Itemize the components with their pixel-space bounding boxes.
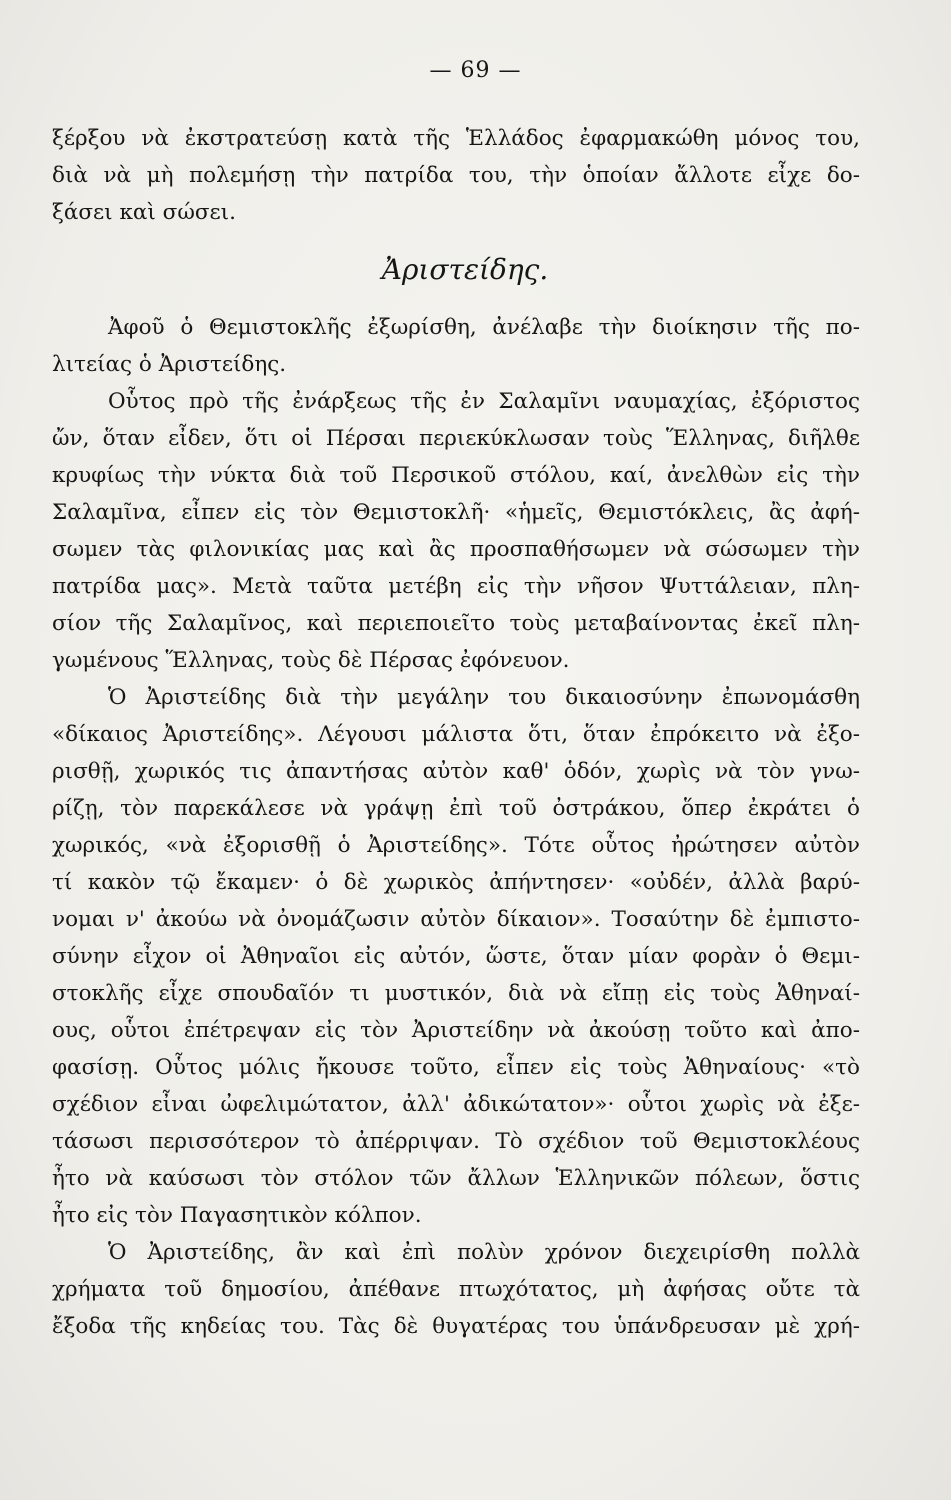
text-line: ους, οὗτοι ἐπέτρεψαν εἰς τὸν Ἀριστείδην νὰ ἀκούσῃ τοῦτο καὶ ἀπο- xyxy=(52,1018,860,1043)
text-line: ρισθῇ, χωρικός τις ἀπαντήσας αὐτὸν καθ' ὁδόν, χωρὶς νὰ τὸν γνω- xyxy=(52,759,860,784)
text-line: λιτείας ὁ Ἀριστείδης. xyxy=(52,352,287,377)
text-line: Οὗτος πρὸ τῆς ἐνάρξεως τῆς ἐν Σαλαμῖνι ναυμαχίας, ἐξόριστος xyxy=(108,389,860,414)
section-heading: Ἀριστείδης. xyxy=(381,253,549,286)
text-line: ὤν, ὅταν εἶδεν, ὅτι οἱ Πέρσαι περιεκύκλωσαν τοὺς Ἕλληνας, διῆλθε xyxy=(52,426,860,451)
paragraph-2 xyxy=(52,383,860,679)
text-line: κρυφίως τὴν νύκτα διὰ τοῦ Περσικοῦ στόλου, καί, ἀνελθὼν εἰς τὴν xyxy=(52,463,860,488)
text-line: διὰ νὰ μὴ πολεμήσῃ τὴν πατρίδα του, τὴν ὁποίαν ἄλλοτε εἶχε δο- xyxy=(52,163,860,188)
text-line: ρίζῃ, τὸν παρεκάλεσε νὰ γράψῃ ἐπὶ τοῦ ὀστράκου, ὅπερ ἐκράτει ὁ xyxy=(52,796,860,821)
text-line: τί κακὸν τῷ ἔκαμεν· ὁ δὲ χωρικὸς ἀπήντησεν· «οὐδέν, ἀλλὰ βαρύ- xyxy=(52,870,860,895)
text-line: «δίκαιος Ἀριστείδης». Λέγουσι μάλιστα ὅτι, ὅταν ἐπρόκειτο νὰ ἐξο- xyxy=(52,722,860,747)
body-text xyxy=(52,120,860,1345)
text-line: Σαλαμῖνα, εἶπεν εἰς τὸν Θεμιστοκλῆ· «ἡμεῖς, Θεμιστόκλεις, ἂς ἀφή- xyxy=(52,500,860,525)
text-line: χωρικός, «νὰ ἐξορισθῇ ὁ Ἀριστείδης». Τότε οὗτος ἠρώτησεν αὐτὸν xyxy=(52,833,860,858)
text-line: Ὁ Ἀριστείδης διὰ τὴν μεγάλην του δικαιοσύνην ἐπωνομάσθη xyxy=(108,685,860,710)
text-line: σχέδιον εἶναι ὠφελιμώτατον, ἀλλ' ἀδικώτατον»· οὗτοι χωρὶς νὰ ἐξε- xyxy=(52,1092,860,1117)
text-line: νομαι ν' ἀκούω νὰ ὀνομάζωσιν αὐτὸν δίκαιον». Τοσαύτην δὲ ἐμπιστο- xyxy=(52,907,860,932)
text-line: ἦτο εἰς τὸν Παγασητικὸν κόλπον. xyxy=(52,1203,422,1228)
text-line: χρήματα τοῦ δημοσίου, ἀπέθανε πτωχότατος, μὴ ἀφήσας οὔτε τὰ xyxy=(52,1277,860,1302)
text-line: ξέρξου νὰ ἐκστρατεύσῃ κατὰ τῆς Ἑλλάδος ἐφαρμακώθη μόνος του, xyxy=(52,126,860,151)
text-line: ἦτο νὰ καύσωσι τὸν στόλον τῶν ἄλλων Ἑλληνικῶν πόλεων, ὅστις xyxy=(52,1166,860,1191)
text-line: φασίσῃ. Οὗτος μόλις ἤκουσε τοῦτο, εἶπεν εἰς τοὺς Ἀθηναίους· «τὸ xyxy=(52,1055,860,1080)
text-line: σωμεν τὰς φιλονικίας μας καὶ ἂς προσπαθήσωμεν νὰ σώσωμεν τὴν xyxy=(52,537,860,562)
text-line: πατρίδα μας». Μετὰ ταῦτα μετέβη εἰς τὴν νῆσον Ψυττάλειαν, πλη- xyxy=(52,574,860,599)
text-line: ἔξοδα τῆς κηδείας του. Τὰς δὲ θυγατέρας του ὑπάνδρευσαν μὲ χρή- xyxy=(52,1314,860,1339)
text-line: σύνην εἶχον οἱ Ἀθηναῖοι εἰς αὐτόν, ὥστε, ὅταν μίαν φορὰν ὁ Θεμι- xyxy=(52,944,860,969)
text-line: Ἀφοῦ ὁ Θεμιστοκλῆς ἐξωρίσθη, ἀνέλαβε τὴν διοίκησιν τῆς πο- xyxy=(108,315,860,340)
paragraph-4 xyxy=(52,1234,860,1345)
text-line: γωμένους Ἕλληνας, τοὺς δὲ Πέρσας ἐφόνευον. xyxy=(52,648,570,673)
text-line: ξάσει καὶ σώσει. xyxy=(52,200,236,225)
paragraph-3 xyxy=(52,679,860,1234)
intro-paragraph xyxy=(52,120,860,231)
text-line: σίον τῆς Σαλαμῖνος, καὶ περιεποιεῖτο τοὺς μεταβαίνοντας ἐκεῖ πλη- xyxy=(52,611,860,636)
text-line: στοκλῆς εἶχε σπουδαῖόν τι μυστικόν, διὰ νὰ εἴπῃ εἰς τοὺς Ἀθηναί- xyxy=(52,981,860,1006)
text-line: τάσωσι περισσότερον τὸ ἀπέρριψαν. Τὸ σχέδιον τοῦ Θεμιστοκλέους xyxy=(52,1129,860,1154)
paragraph-1 xyxy=(52,309,860,383)
text-line: Ὁ Ἀριστείδης, ἂν καὶ ἐπὶ πολὺν χρόνον διεχειρίσθη πολλὰ xyxy=(108,1240,860,1265)
page-number: — 69 — xyxy=(429,58,522,83)
